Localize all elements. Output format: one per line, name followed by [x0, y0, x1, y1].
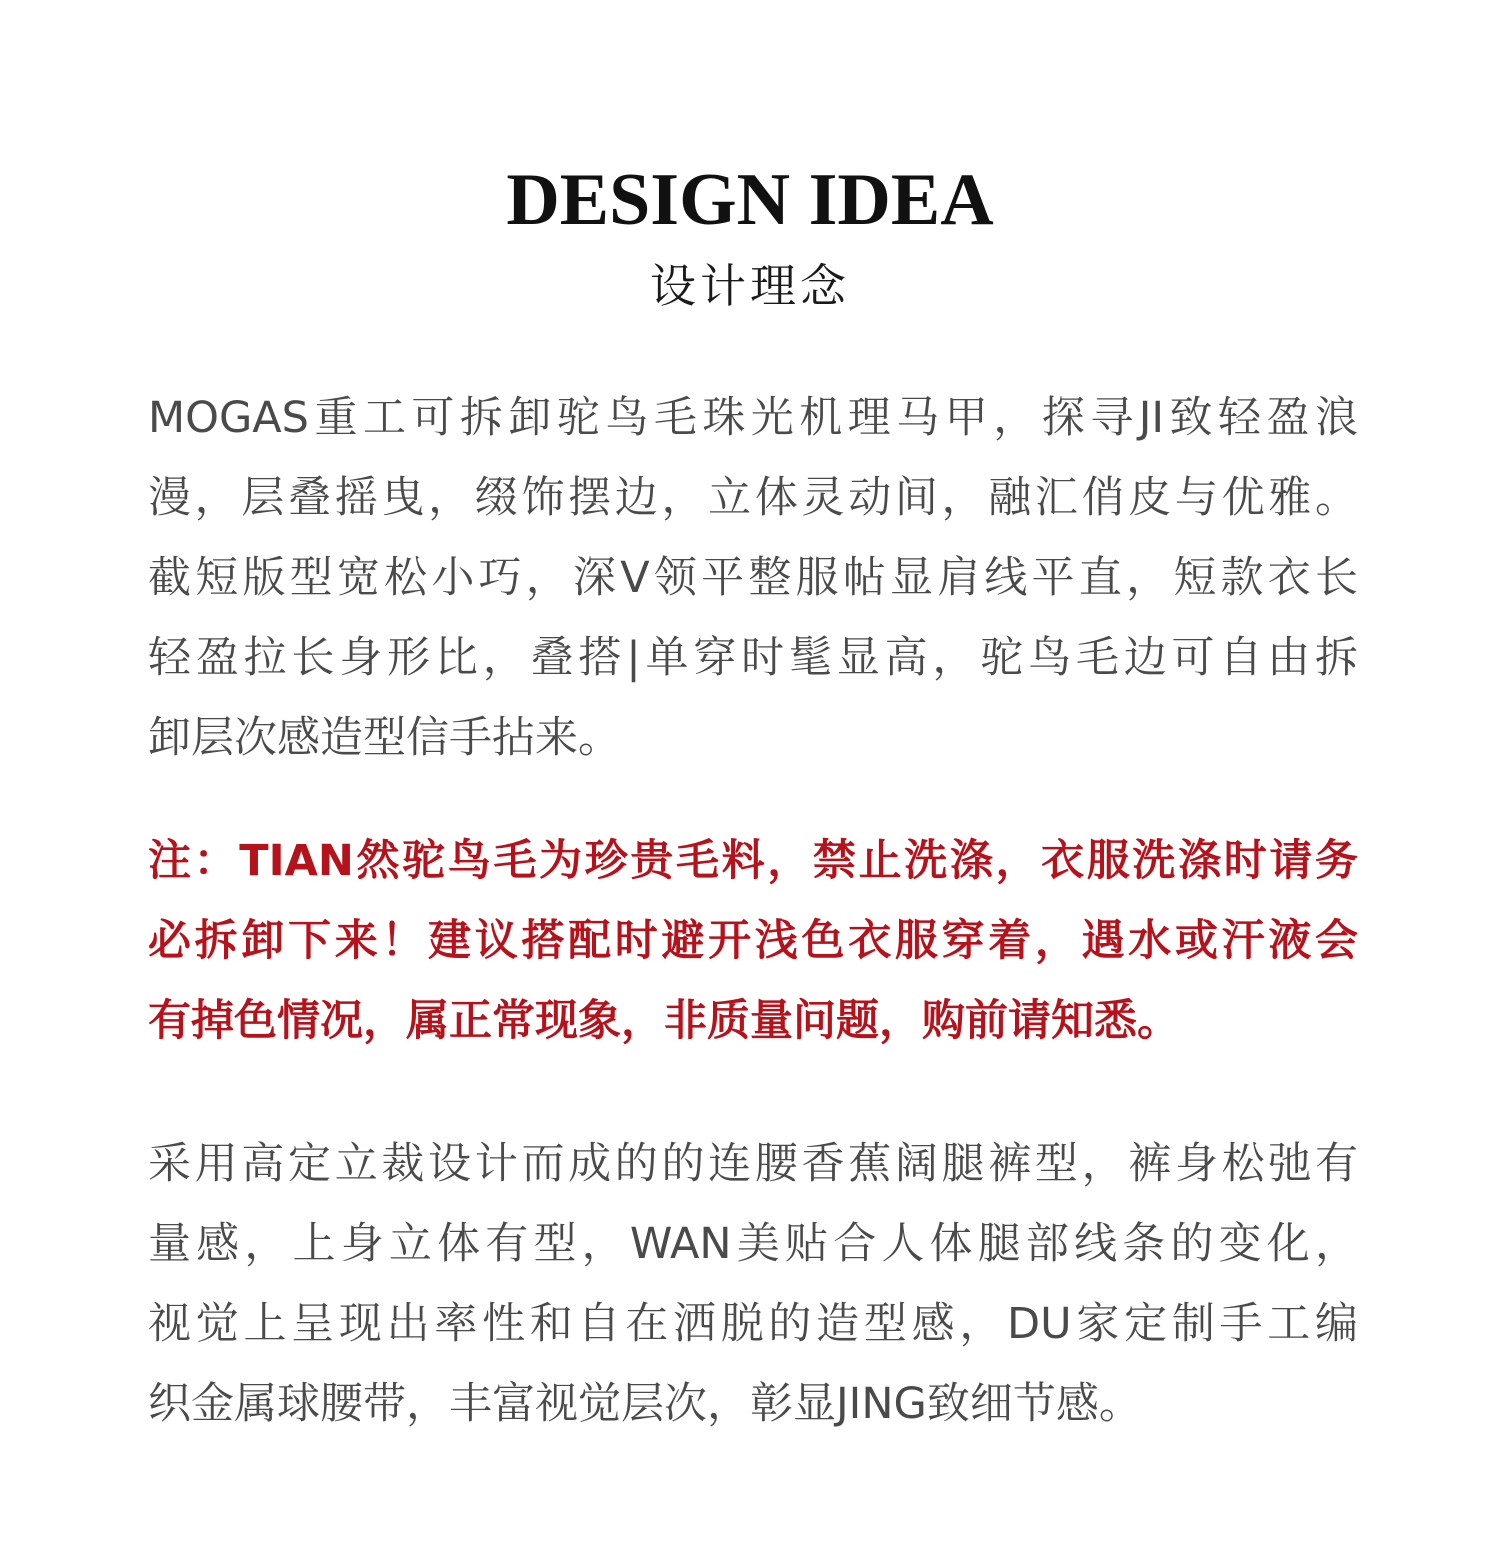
paragraph-line: 量感，上身立体有型，WAN美贴合人体腿部线条的变化， — [148, 1219, 1358, 1269]
paragraph-line: 漫，层叠摇曳，缀饰摆边，立体灵动间，融汇俏皮与优雅。 — [148, 473, 1358, 523]
section-title-chinese: 设计理念 — [650, 259, 850, 313]
trousers-description-paragraph — [148, 1124, 1358, 1444]
paragraph-line: 织金属球腰带，丰富视觉层次，彰显JING致细节感。 — [148, 1379, 1142, 1429]
notice-line: 注：TIAN然驼鸟毛为珍贵毛料，禁止洗涤，衣服洗涤时请务 — [148, 836, 1358, 886]
paragraph-line: 轻盈拉长身形比，叠搭|单穿时髦显高，驼鸟毛边可自由拆 — [148, 633, 1358, 683]
section-title-english: DESIGN IDEA — [506, 159, 994, 241]
paragraph-line: MOGAS重工可拆卸驼鸟毛珠光机理马甲，探寻JI致轻盈浪 — [148, 393, 1358, 443]
paragraph-line: 视觉上呈现出率性和自在洒脱的造型感，DU家定制手工编 — [148, 1299, 1358, 1349]
paragraph-line: 采用高定立裁设计而成的的连腰香蕉阔腿裤型，裤身松弛有 — [148, 1139, 1358, 1189]
care-notice-paragraph — [148, 821, 1358, 1061]
notice-line: 有掉色情况，属正常现象，非质量问题，购前请知悉。 — [148, 996, 1180, 1046]
notice-line: 必拆卸下来！建议搭配时避开浅色衣服穿着，遇水或汗液会 — [148, 916, 1358, 966]
paragraph-line: 卸层次感造型信手拈来。 — [148, 713, 621, 763]
vest-description-paragraph — [148, 378, 1358, 778]
paragraph-line: 截短版型宽松小巧，深V领平整服帖显肩线平直，短款衣长 — [148, 553, 1358, 603]
